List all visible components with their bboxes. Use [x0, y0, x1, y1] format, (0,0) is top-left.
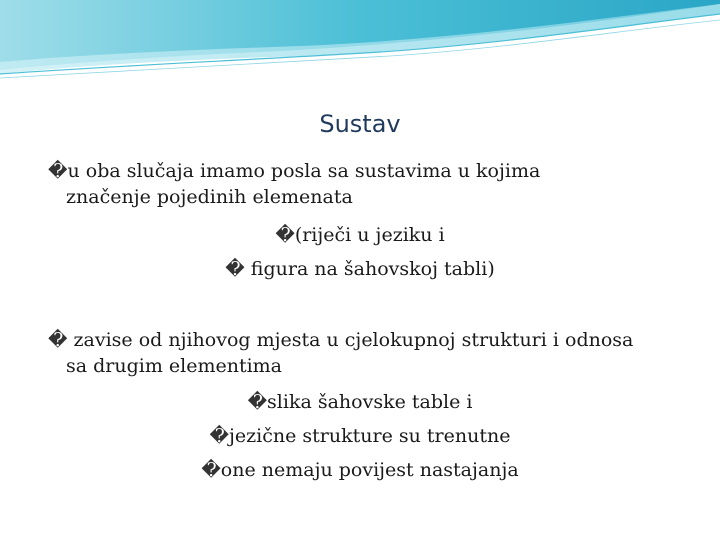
bullet-glyph: �: [48, 160, 68, 182]
bullet-glyph: �: [225, 258, 245, 280]
bullet-glyph: �: [201, 459, 221, 481]
sub-item-3: [0, 389, 720, 415]
sub-item-4-text: jezične strukture su trenutne: [229, 425, 511, 447]
paragraph-2-line-2: sa drugim elementima: [66, 355, 283, 377]
sub-item-2: [0, 256, 720, 282]
sub-item-4: [0, 423, 720, 449]
sub-item-5-text: one nemaju povijest nastajanja: [220, 459, 519, 481]
paragraph-2: [48, 327, 672, 379]
sub-item-3-text: slika šahovske table i: [267, 391, 473, 413]
sub-item-1-text: (riječi u jeziku i: [294, 224, 445, 246]
slide-title: Sustav: [319, 110, 401, 138]
paragraph-2-line-1: zavise od njihovog mjesta u cjelokupnoj strukturi i odnosa: [67, 329, 634, 351]
bullet-glyph: �: [209, 425, 230, 447]
bullet-glyph: �: [275, 224, 295, 246]
header-wave-decoration: [0, 0, 720, 90]
paragraph-1: [48, 158, 672, 210]
bullet-glyph: �: [48, 329, 68, 351]
paragraph-1-line-1: u oba slučaja imamo posla sa sustavima u kojima: [67, 160, 541, 182]
sub-item-5: [0, 457, 720, 483]
sub-item-2-text: figura na šahovskoj tabli): [244, 258, 495, 280]
bullet-glyph: �: [247, 391, 268, 413]
paragraph-1-line-2: značenje pojedinih elemenata: [66, 186, 353, 208]
sub-item-1: [0, 222, 720, 248]
